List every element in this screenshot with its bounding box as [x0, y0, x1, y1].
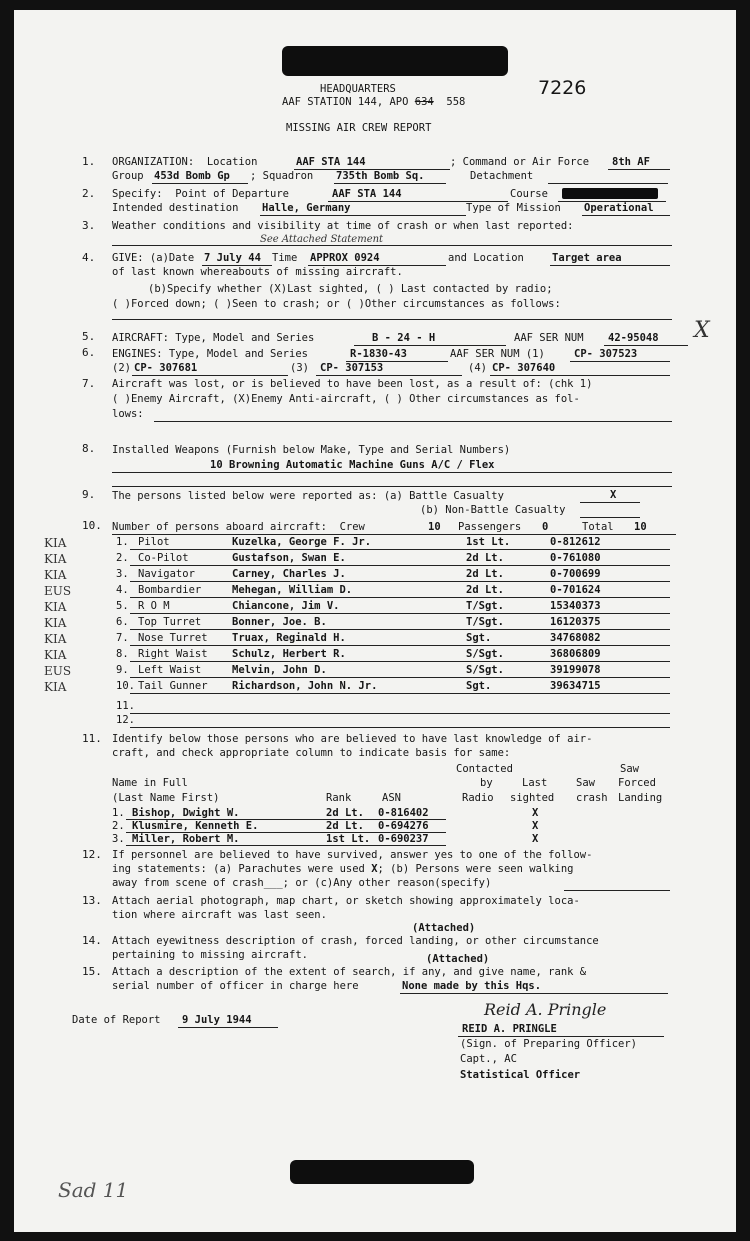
- crew-status: KIA: [44, 536, 67, 550]
- signer-title: Statistical Officer: [460, 1069, 581, 1081]
- bottom-handwritten-note: Sad 11: [58, 1178, 129, 1202]
- course-redacted: [562, 188, 658, 199]
- engine-3-label: (3): [290, 362, 309, 374]
- redaction-bar-top: [282, 46, 508, 76]
- crew-count: 10: [428, 521, 441, 533]
- group-value: 453d Bomb Gp: [154, 170, 230, 182]
- document-number: 7226: [538, 77, 587, 99]
- crew-row-underline: [130, 629, 670, 630]
- course-label: Course: [510, 188, 548, 200]
- underline: [490, 375, 670, 376]
- engine-3: CP- 307153: [320, 362, 384, 374]
- underline: [130, 713, 670, 714]
- crew-row-underline: [130, 645, 670, 646]
- col-crash: crash: [576, 792, 608, 804]
- crew-position: Left Waist: [138, 664, 202, 676]
- crew-row-underline: [130, 661, 670, 662]
- aircraft-ser-value: 42-95048: [608, 332, 659, 344]
- col-rank: Rank: [326, 792, 352, 804]
- crew-row-number: 3.: [116, 568, 129, 580]
- underline: [550, 265, 670, 266]
- crew-position: Tail Gunner: [138, 680, 208, 692]
- crew-status: EUS: [44, 584, 72, 598]
- col-sighted: sighted: [510, 792, 555, 804]
- crew-row-number: 8.: [116, 648, 129, 660]
- destination-label: Intended destination: [112, 202, 239, 214]
- group-label: Group: [112, 170, 144, 182]
- crew-status: KIA: [44, 616, 67, 630]
- witness-asn: 0-694276: [378, 820, 429, 832]
- witness-number: 2.: [112, 820, 125, 832]
- item-10-number: 10.: [82, 519, 102, 532]
- item-15-line-1: Attach a description of the extent of search, if any, and give name, rank &: [112, 966, 587, 978]
- underline: [354, 345, 506, 346]
- engines-ser-label: AAF SER NUM (1): [450, 348, 545, 360]
- crew-row-underline: [130, 693, 670, 694]
- item-4-number: 4.: [82, 251, 96, 264]
- crew-name: Truax, Reginald H.: [232, 632, 346, 644]
- crew-name: Kuzelka, George F. Jr.: [232, 536, 372, 548]
- underline: [458, 1036, 664, 1037]
- crew-name: Chiancone, Jim V.: [232, 600, 340, 612]
- item-4-line-3: (b)Specify whether (X)Last sighted, ( ) Last contacted by radio;: [148, 283, 553, 295]
- crew-row-underline: [130, 581, 670, 582]
- underline: [316, 375, 462, 376]
- underline: [178, 1027, 278, 1028]
- witness-name: Bishop, Dwight W.: [132, 807, 240, 819]
- x-mark: X: [694, 318, 710, 343]
- engine-1: CP- 307523: [574, 348, 638, 360]
- underline: [604, 345, 688, 346]
- underline: [564, 890, 670, 891]
- signer-rank: Capt., AC: [460, 1053, 517, 1065]
- underline: [260, 215, 466, 216]
- item-8-number: 8.: [82, 442, 96, 455]
- underline: [334, 183, 446, 184]
- witness-rank: 2d Lt.: [326, 807, 364, 819]
- underline: [152, 183, 248, 184]
- crew-name: Gustafson, Swan E.: [232, 552, 346, 564]
- crew-serial: 34768082: [550, 632, 601, 644]
- witness-number: 1.: [112, 807, 125, 819]
- crew-rank: T/Sgt.: [466, 600, 504, 612]
- item-1-number: 1.: [82, 155, 96, 168]
- hq-heading: HEADQUARTERS: [320, 83, 396, 95]
- item-15-line-2: serial number of officer in charge here: [112, 980, 359, 992]
- parachutes-mark: X: [371, 863, 378, 875]
- underline: [400, 993, 668, 994]
- crew-rank: Sgt.: [466, 632, 492, 644]
- item-15-value: None made by this Hqs.: [402, 980, 542, 992]
- weapons-value: 10 Browning Automatic Machine Guns A/C / Flex: [210, 459, 495, 471]
- total-count: 10: [634, 521, 647, 533]
- underline: [130, 727, 670, 728]
- non-battle-label: (b) Non-Battle Casualty: [420, 504, 566, 516]
- underline: [154, 421, 672, 422]
- departure-value: AAF STA 144: [332, 188, 402, 200]
- mission-label: Type of Mission: [466, 202, 561, 214]
- underline: [580, 502, 640, 503]
- location-value: Target area: [552, 252, 622, 264]
- aircraft-label: AIRCRAFT: Type, Model and Series: [112, 332, 315, 344]
- date-of-report-label: Date of Report: [72, 1014, 161, 1026]
- org-label: ORGANIZATION: Location: [112, 156, 258, 168]
- item-12-line-3: away from scene of crash___; or (c)Any other reason(specify): [112, 877, 492, 889]
- engines-series: R-1830-43: [350, 348, 407, 360]
- witness-rank: 1st Lt.: [326, 833, 371, 845]
- item-5-number: 5.: [82, 330, 96, 343]
- crew-rank: T/Sgt.: [466, 616, 504, 628]
- signature-label: (Sign. of Preparing Officer): [460, 1038, 638, 1050]
- aboard-label: Number of persons aboard aircraft: Crew: [112, 521, 365, 533]
- col-saw: Saw: [576, 777, 595, 789]
- crew-row-number: 1.: [116, 536, 129, 548]
- crew-row-underline: [130, 613, 670, 614]
- crew-serial: 0-701624: [550, 584, 601, 596]
- crew-row-underline: [130, 549, 670, 550]
- col-saw-top: Saw: [620, 763, 639, 775]
- crew-position: Co-Pilot: [138, 552, 189, 564]
- crew-name: Mehegan, William D.: [232, 584, 353, 596]
- item-6-number: 6.: [82, 346, 96, 359]
- apo-struck: 634: [414, 96, 434, 108]
- crew-serial: 15340373: [550, 600, 601, 612]
- item-14-line-2: pertaining to missing aircraft.: [112, 949, 308, 961]
- underline: [608, 169, 670, 170]
- crew-serial: 0-812612: [550, 536, 601, 548]
- crew-row-underline: [130, 565, 670, 566]
- apo-number: 558: [446, 96, 466, 108]
- crew-row-11-number: 11.: [116, 700, 135, 712]
- item-12-number: 12.: [82, 848, 102, 861]
- crew-row-number: 5.: [116, 600, 129, 612]
- station-line: AAF STATION 144, APO 634 558: [282, 96, 466, 108]
- aircraft-series: B - 24 - H: [372, 332, 436, 344]
- passengers-count: 0: [542, 521, 549, 533]
- underline: [112, 486, 672, 487]
- casualty-label: The persons listed below were reported as: (a) Battle Casualty: [112, 490, 504, 502]
- item-4-line-4: ( )Forced down; ( )Seen to crash; or ( )Other circumstances as follows:: [112, 298, 561, 310]
- item-7-number: 7.: [82, 377, 96, 390]
- col-radio: Radio: [462, 792, 494, 804]
- col-name: Name in Full: [112, 777, 188, 789]
- redaction-bar-bottom: [290, 1160, 474, 1184]
- engine-4-label: (4): [468, 362, 487, 374]
- aircraft-ser-label: AAF SER NUM: [514, 332, 584, 344]
- underline: [112, 534, 676, 535]
- mission-value: Operational: [584, 202, 654, 214]
- crew-position: Bombardier: [138, 584, 202, 596]
- crew-status: KIA: [44, 552, 67, 566]
- location-label: and Location: [448, 252, 524, 264]
- crew-row-12-number: 12.: [116, 714, 135, 726]
- document-page: [14, 10, 736, 1232]
- crew-serial: 16120375: [550, 616, 601, 628]
- item-12-line-2: ing statements: (a) Parachutes were used X; (b) Persons were seen walking: [112, 863, 574, 875]
- crew-row-number: 10.: [116, 680, 135, 692]
- crew-position: Navigator: [138, 568, 195, 580]
- weapons-label: Installed Weapons (Furnish below Make, Type and Serial Numbers): [112, 444, 511, 456]
- crew-serial: 0-761080: [550, 552, 601, 564]
- item-13-number: 13.: [82, 894, 102, 907]
- underline: [580, 517, 640, 518]
- item-11-number: 11.: [82, 732, 102, 745]
- crew-row-underline: [130, 677, 670, 678]
- crew-name: Richardson, John N. Jr.: [232, 680, 378, 692]
- crew-position: R O M: [138, 600, 170, 612]
- witness-name: Miller, Robert M.: [132, 833, 240, 845]
- item-7-line-3: lows:: [112, 408, 144, 420]
- crew-serial: 39199078: [550, 664, 601, 676]
- item-13-line-2: tion where aircraft was last seen.: [112, 909, 327, 921]
- crew-rank: Sgt.: [466, 680, 492, 692]
- item-12-line-1: If personnel are believed to have survived, answer yes to one of the follow-: [112, 849, 593, 861]
- crew-name: Schulz, Herbert R.: [232, 648, 346, 660]
- crew-position: Nose Turret: [138, 632, 208, 644]
- crew-row-number: 9.: [116, 664, 129, 676]
- item-14-attached: (Attached): [426, 953, 490, 965]
- crew-name: Bonner, Joe. B.: [232, 616, 327, 628]
- underline: [112, 245, 672, 246]
- engine-2-label: (2): [112, 362, 131, 374]
- item-14-line-1: Attach eyewitness description of crash, forced landing, or other circumstance: [112, 935, 599, 947]
- crew-position: Right Waist: [138, 648, 208, 660]
- item-3-number: 3.: [82, 219, 96, 232]
- witness-number: 3.: [112, 833, 125, 845]
- col-last: Last: [522, 777, 548, 789]
- date-of-report-value: 9 July 1944: [182, 1014, 252, 1026]
- crew-status: KIA: [44, 680, 67, 694]
- signature: Reid A. Pringle: [484, 1000, 607, 1019]
- crew-position: Top Turret: [138, 616, 202, 628]
- crew-row-underline: [130, 597, 670, 598]
- witness-rank: 2d Lt.: [326, 820, 364, 832]
- org-location: AAF STA 144: [296, 156, 366, 168]
- item-4-line-2: of last known whereabouts of missing aircraft.: [112, 266, 403, 278]
- crew-rank: S/Sgt.: [466, 664, 504, 676]
- crew-row-number: 7.: [116, 632, 129, 644]
- crew-rank: 1st Lt.: [466, 536, 511, 548]
- command-label: ; Command or Air Force: [450, 156, 590, 168]
- underline: [582, 215, 670, 216]
- underline: [570, 361, 670, 362]
- witness-sighted-mark: X: [532, 833, 539, 845]
- item-7-line-2: ( )Enemy Aircraft, (X)Enemy Anti-aircraft, ( ) Other circumstances as fol-: [112, 393, 580, 405]
- crew-row-number: 6.: [116, 616, 129, 628]
- departure-label: Specify: Point of Departure: [112, 188, 290, 200]
- engine-2: CP- 307681: [134, 362, 198, 374]
- item-13-line-1: Attach aerial photograph, map chart, or sketch showing approximately loca-: [112, 895, 580, 907]
- witness-underline: [126, 845, 446, 846]
- crew-position: Pilot: [138, 536, 170, 548]
- time-value: APPROX 0924: [310, 252, 380, 264]
- crew-rank: 2d Lt.: [466, 552, 504, 564]
- give-label: GIVE: (a)Date: [112, 252, 195, 264]
- crew-rank: 2d Lt.: [466, 584, 504, 596]
- item-11-line-2: craft, and check appropriate column to indicate basis for same:: [112, 747, 511, 759]
- crew-serial: 0-700699: [550, 568, 601, 580]
- destination-value: Halle, Germany: [262, 202, 351, 214]
- crew-status: KIA: [44, 568, 67, 582]
- crew-status: KIA: [44, 632, 67, 646]
- crew-rank: S/Sgt.: [466, 648, 504, 660]
- total-label: Total: [582, 521, 614, 533]
- witness-name: Klusmire, Kenneth E.: [132, 820, 259, 832]
- item-2-number: 2.: [82, 187, 96, 200]
- witness-sighted-mark: X: [532, 820, 539, 832]
- squadron-label: ; Squadron: [250, 170, 314, 182]
- underline: [548, 183, 668, 184]
- item-7-line-1: Aircraft was lost, or is believed to have been lost, as a result of: (chk 1): [112, 378, 593, 390]
- col-last-name-first: (Last Name First): [112, 792, 220, 804]
- weather-note: See Attached Statement: [260, 234, 384, 245]
- detachment-label: Detachment: [470, 170, 534, 182]
- underline: [112, 472, 672, 473]
- crew-row-number: 2.: [116, 552, 129, 564]
- item-11-line-1: Identify below those persons who are believed to have last knowledge of air-: [112, 733, 593, 745]
- crew-row-number: 4.: [116, 584, 129, 596]
- date-value: 7 July 44: [204, 252, 261, 264]
- item-14-number: 14.: [82, 934, 102, 947]
- item-9-number: 9.: [82, 488, 96, 501]
- form-title: MISSING AIR CREW REPORT: [286, 122, 432, 134]
- engine-4: CP- 307640: [492, 362, 556, 374]
- engines-label: ENGINES: Type, Model and Series: [112, 348, 308, 360]
- crew-status: KIA: [44, 600, 67, 614]
- time-label: Time: [272, 252, 298, 264]
- col-landing: Landing: [618, 792, 663, 804]
- item-15-number: 15.: [82, 965, 102, 978]
- underline: [112, 319, 672, 320]
- col-by: by: [480, 777, 493, 789]
- squadron-value: 735th Bomb Sq.: [336, 170, 425, 182]
- battle-casualty-mark: X: [610, 489, 617, 501]
- weather-label: Weather conditions and visibility at time of crash or when last reported:: [112, 220, 574, 232]
- signer-name: REID A. PRINGLE: [462, 1023, 557, 1035]
- crew-name: Melvin, John D.: [232, 664, 327, 676]
- crew-status: EUS: [44, 664, 72, 678]
- command-value: 8th AF: [612, 156, 650, 168]
- col-asn: ASN: [382, 792, 401, 804]
- witness-asn: 0-690237: [378, 833, 429, 845]
- col-contacted: Contacted: [456, 763, 513, 775]
- passengers-label: Passengers: [458, 521, 522, 533]
- witness-asn: 0-816402: [378, 807, 429, 819]
- underline: [132, 375, 288, 376]
- crew-serial: 36806809: [550, 648, 601, 660]
- crew-rank: 2d Lt.: [466, 568, 504, 580]
- col-forced: Forced: [618, 777, 656, 789]
- crew-status: KIA: [44, 648, 67, 662]
- crew-serial: 39634715: [550, 680, 601, 692]
- crew-name: Carney, Charles J.: [232, 568, 346, 580]
- item-13-attached: (Attached): [412, 922, 476, 934]
- witness-sighted-mark: X: [532, 807, 539, 819]
